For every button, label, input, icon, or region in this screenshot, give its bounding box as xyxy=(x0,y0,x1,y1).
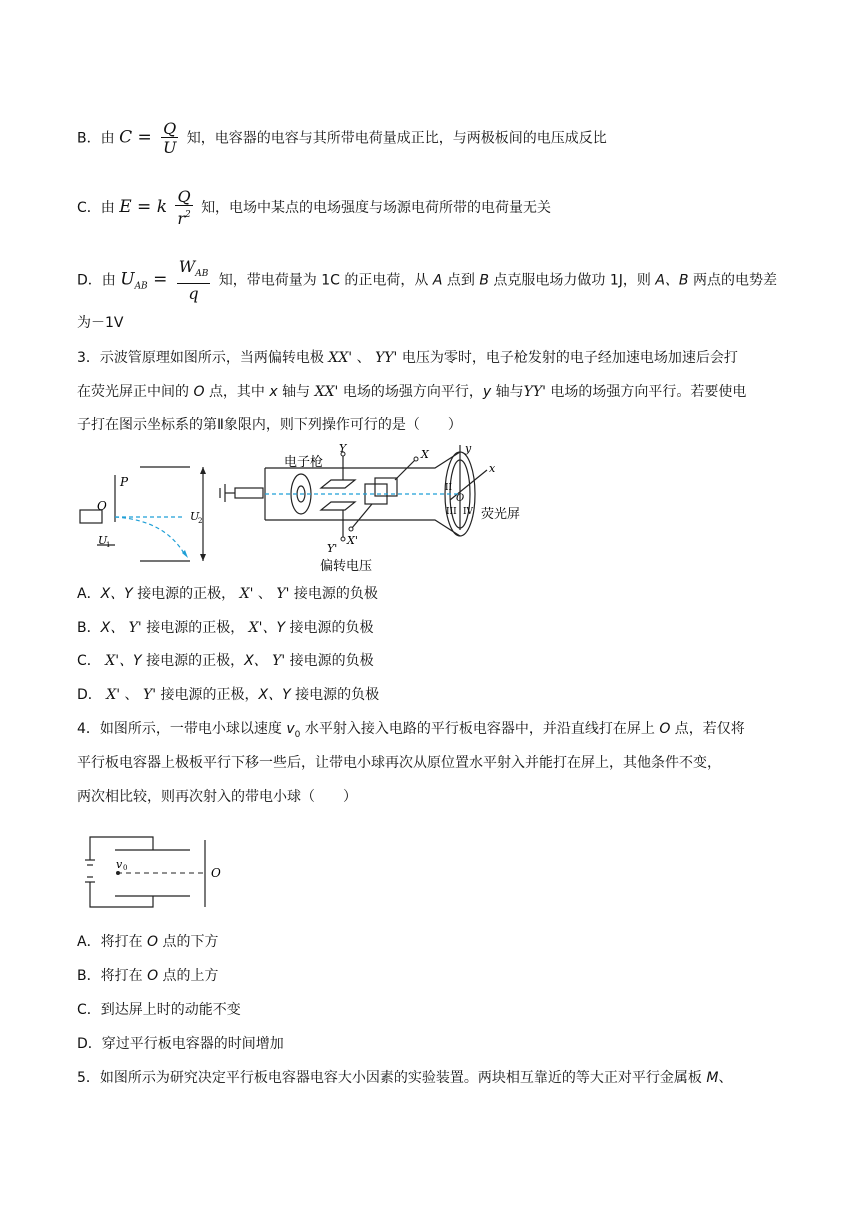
q5-stem-line-1: 5．如图所示为研究决定平行板电容器电容大小因素的实验装置。两块相互靠近的等大正对平行金属板 M、 xyxy=(77,1070,733,1086)
q3-stem-line-3: 子打在图示坐标系的第Ⅱ象限内，则下列操作可行的是（ ） xyxy=(77,417,462,433)
q2-option-d: D．由 $U_{AB}$ = $\frac{W_{AB}}{q}$ 知，带电荷量为 1C 的正电荷，从 A 点到 B 点克服电场力做功 1J，则 A、B 两点的电势差 xyxy=(77,257,777,303)
fraction: $\frac{Q}{r^2}$ xyxy=(177,187,191,228)
svg-text:III: III xyxy=(446,507,457,517)
svg-text:1: 1 xyxy=(106,541,111,549)
q4-option-b: B．将打在 O 点的上方 xyxy=(77,968,219,984)
q4-stem-line-1: 4．如图所示，一带电小球以速度 $v_0$ 水平射入接入电路的平行板电容器中，并沿直线打在屏上 O 点，若仅将 xyxy=(77,721,745,740)
svg-text:v: v xyxy=(116,858,123,871)
q2-option-b: B．由 C = $\frac{Q}{U}$ 知，电容器的电容与其所带电荷量成正比，与两极板间的电压成反比 xyxy=(77,119,607,157)
svg-text:X: X xyxy=(421,448,429,461)
q3-option-b: B．X、 Y' 接电源的正极， X'、Y 接电源的负极 xyxy=(77,620,374,636)
q4-stem-line-3: 两次相比较，则再次射入的带电小球（ ） xyxy=(77,789,357,805)
svg-text:X': X' xyxy=(347,534,358,547)
svg-text:Y: Y xyxy=(339,442,347,455)
svg-text:U: U xyxy=(190,510,200,523)
fraction: $\frac{W_{AB}}{q}$ xyxy=(178,257,209,303)
q2-option-d-continued: 为－1V xyxy=(77,315,124,331)
q3-stem-line-1: 3．示波管原理如图所示，当两偏转电极 XX' 、 YY' 电压为零时，电子枪发射的电子经加速电场加速后会打 xyxy=(77,350,738,366)
q3-stem-line-2: 在荧光屏正中间的 O 点，其中 x 轴与 XX' 电场的场强方向平行，y 轴与YY' 电场的场强方向平行。若要使电 xyxy=(77,384,747,400)
svg-text:O: O xyxy=(456,493,465,504)
q4-option-c: C．到达屏上时的动能不变 xyxy=(77,1002,241,1018)
svg-text:O: O xyxy=(211,866,221,880)
q4-option-a: A．将打在 O 点的下方 xyxy=(77,934,219,950)
q4-option-d: D．穿过平行板电容器的时间增加 xyxy=(77,1036,284,1052)
svg-text:偏转电压: 偏转电压 xyxy=(320,559,373,574)
label-p: P xyxy=(120,475,129,489)
fraction: $\frac{Q}{U}$ xyxy=(162,119,177,157)
q3-option-d: D． X' 、 Y' 接电源的正极，X、Y 接电源的负极 xyxy=(77,687,380,703)
svg-text:电子枪: 电子枪 xyxy=(284,455,324,470)
q3-option-c: C． X'、Y 接电源的正极，X、 Y' 接电源的负极 xyxy=(77,653,374,669)
svg-text:0: 0 xyxy=(123,864,128,872)
svg-text:U: U xyxy=(98,534,108,547)
oscilloscope-figure xyxy=(75,440,521,575)
svg-text:II: II xyxy=(445,483,453,493)
svg-text:2: 2 xyxy=(198,517,203,525)
svg-text:IV: IV xyxy=(463,507,474,517)
svg-text:x: x xyxy=(489,462,496,475)
q3-option-a: A．X、Y 接电源的正极， X' 、 Y' 接电源的负极 xyxy=(77,586,378,602)
q4-stem-line-2: 平行板电容器上极板平行下移一些后，让带电小球再次从原位置水平射入并能打在屏上，其他条件不变， xyxy=(77,755,721,771)
svg-text:O: O xyxy=(97,499,107,513)
svg-text:Y': Y' xyxy=(327,542,338,555)
svg-text:y: y xyxy=(465,442,472,455)
q2-option-c: C．由 E = k $\frac{Q}{r^2}$ 知，电场中某点的电场强度与场源电荷所带的电荷量无关 xyxy=(77,187,552,228)
svg-text:荧光屏: 荧光屏 xyxy=(481,507,521,522)
capacitor-figure xyxy=(85,832,235,912)
